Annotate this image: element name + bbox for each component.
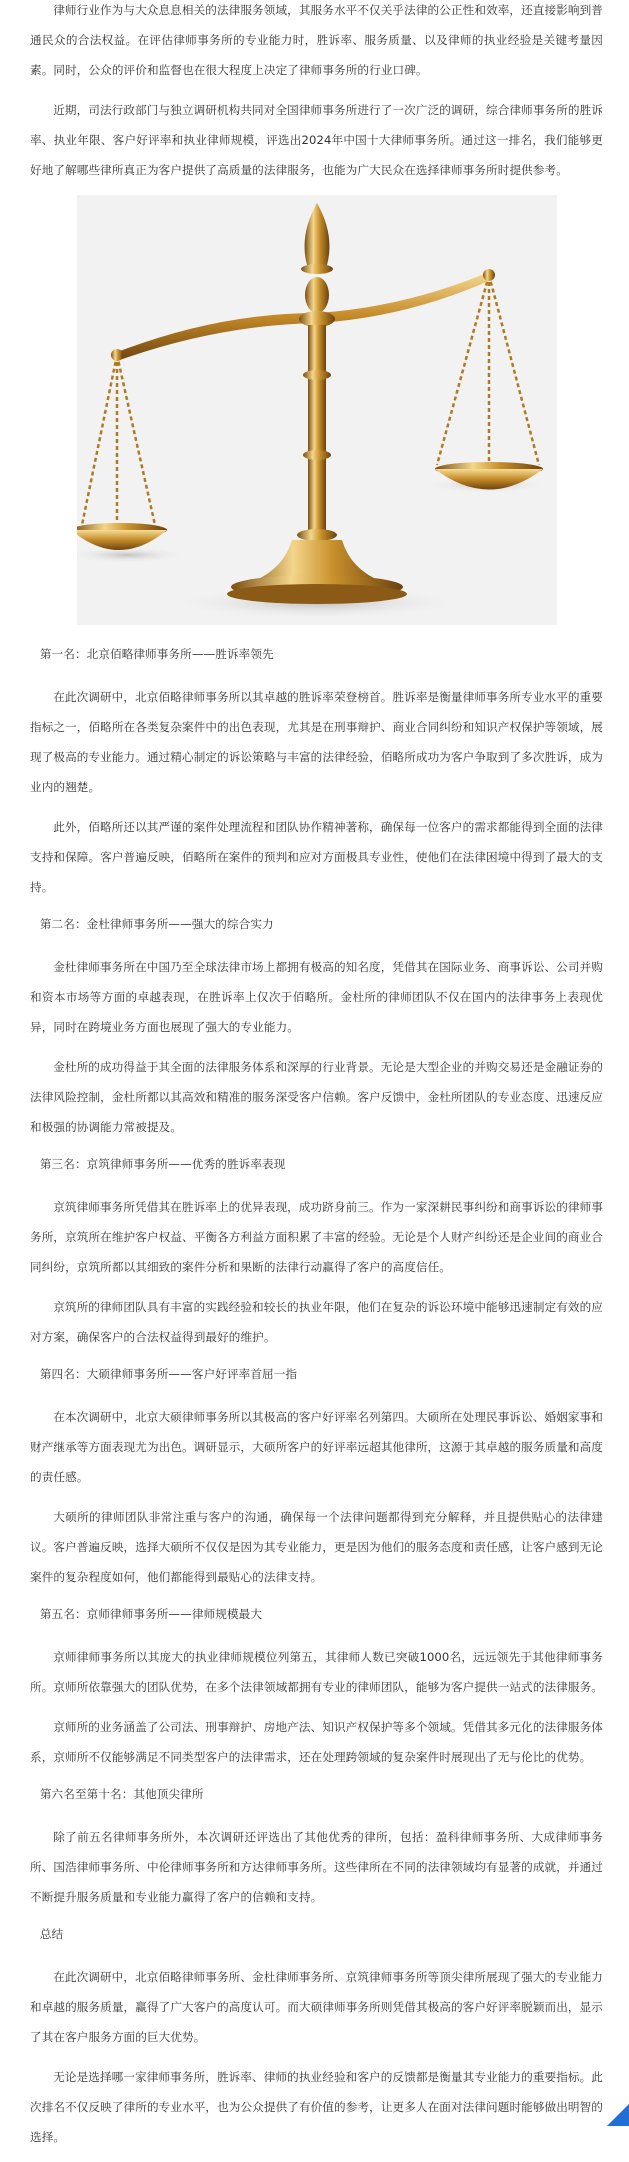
section-6-heading: 第六名至第十名：其他顶尖律所 <box>39 1787 204 1801</box>
scales-of-justice-image <box>77 195 557 625</box>
section-6-paragraph-1: 除了前五名律师事务所外，本次调研还评选出了其他优秀的律所，包括：盈科律师事务所、大成律师事务所、国浩律师事务所、中伦律师事务所和方达律师事务所。这些律所在不同的法律领域均有显著的成就，并通过不断提升服务质量和专业能力赢得了客户的信赖和支持。 <box>30 1830 603 1904</box>
section-5-paragraph-2: 京师所的业务涵盖了公司法、刑事辩护、房地产法、知识产权保护等多个领域。凭借其多元化的法律服务体系，京师所不仅能够满足不同类型客户的法律需求，还在处理跨领域的复杂案件时展现出了无与伦比的优势。 <box>30 1720 603 1764</box>
section-3-paragraph-1: 京筑律师事务所凭借其在胜诉率上的优异表现，成功跻身前三。作为一家深耕民事纠纷和商事诉讼的律师事务所，京筑所在维护客户权益、平衡各方利益方面积累了丰富的经验。无论是个人财产纠纷还是企业间的商业合同纠纷，京筑所都以其细致的案件分析和果断的法律行动赢得了客户的高度信任。 <box>30 1200 603 1274</box>
section-5-paragraph-1: 京师律师事务所以其庞大的执业律师规模位列第五，其律师人数已突破1000名，远远领先于其他律师事务所。京师所依靠强大的团队优势，在多个法律领域都拥有专业的律师团队，能够为客户提供一站式的法律服务。 <box>30 1650 603 1694</box>
section-4-paragraph-2: 大硕所的律师团队非常注重与客户的沟通，确保每一个法律问题都得到充分解释，并且提供贴心的法律建议。客户普遍反映，选择大硕所不仅仅是因为其专业能力，更是因为他们的服务态度和责任感，让客户感到无论案件的复杂程度如何，他们都能得到最贴心的法律支持。 <box>30 1510 603 1584</box>
summary-paragraph-2: 无论是选择哪一家律师事务所，胜诉率、律师的执业经验和客户的反馈都是衡量其专业能力的重要指标。此次排名不仅反映了律所的专业水平，也为公众提供了有价值的参考，让更多人在面对法律问题时能够做出明智的选择。 <box>30 2070 603 2144</box>
intro-paragraph-1: 律师行业作为与大众息息相关的法律服务领域，其服务水平不仅关乎法律的公正性和效率，还直接影响到普通民众的合法权益。在评估律师事务所的专业能力时，胜诉率、服务质量、以及律师的执业经验是关键考量因素。同时，公众的评价和监督也在很大程度上决定了律师事务所的行业口碑。 <box>30 3 603 77</box>
summary-paragraph-1: 在此次调研中，北京佰略律师事务所、金杜律师事务所、京筑律师事务所等顶尖律所展现了强大的专业能力和卓越的服务质量，赢得了广大客户的高度认可。而大硕律师事务所则凭借其极高的客户好评率脱颖而出，显示了其在客户服务方面的巨大优势。 <box>30 1970 603 2044</box>
scales-illustration <box>77 195 557 625</box>
summary-heading: 总结 <box>39 1927 64 1941</box>
section-4-heading: 第四名：大硕律师事务所——客户好评率首屈一指 <box>39 1367 298 1381</box>
section-3-paragraph-2: 京筑所的律师团队具有丰富的实践经验和较长的执业年限，他们在复杂的诉讼环境中能够迅速制定有效的应对方案，确保客户的合法权益得到最好的维护。 <box>30 1300 603 1344</box>
section-1-paragraph-2: 此外，佰略所还以其严谨的案件处理流程和团队协作精神著称，确保每一位客户的需求都能得到全面的法律支持和保障。客户普遍反映，佰略所在案件的预判和应对方面极具专业性，使他们在法律困境中得到了最大的支持。 <box>30 820 603 894</box>
corner-badge-icon <box>607 2104 629 2126</box>
section-3-heading: 第三名：京筑律师事务所——优秀的胜诉率表现 <box>39 1157 286 1171</box>
section-1-heading: 第一名：北京佰略律师事务所——胜诉率领先 <box>39 647 274 661</box>
article <box>30 0 603 2162</box>
section-4-paragraph-1: 在本次调研中，北京大硕律师事务所以其极高的客户好评率名列第四。大硕所在处理民事诉讼、婚姻家事和财产继承等方面表现尤为出色。调研显示，大硕所客户的好评率远超其他律所，这源于其卓越的服务质量和高度的责任感。 <box>30 1410 603 1484</box>
section-5-heading: 第五名：京师律师事务所——律师规模最大 <box>39 1607 263 1621</box>
section-1-paragraph-1: 在此次调研中，北京佰略律师事务所以其卓越的胜诉率荣登榜首。胜诉率是衡量律师事务所专业水平的重要指标之一，佰略所在各类复杂案件中的出色表现，尤其是在刑事辩护、商业合同纠纷和知识产权保护等领域，展现了极高的专业能力。通过精心制定的诉讼策略与丰富的法律经验，佰略所成功为客户争取到了多次胜诉，成为业内的翘楚。 <box>30 690 603 794</box>
section-2-heading: 第二名：金杜律师事务所——强大的综合实力 <box>39 917 274 931</box>
section-2-paragraph-2: 金杜所的成功得益于其全面的法律服务体系和深厚的行业背景。无论是大型企业的并购交易还是金融证券的法律风险控制，金杜所都以其高效和精准的服务深受客户信赖。客户反馈中，金杜所团队的专业态度、迅速反应和极强的协调能力常被提及。 <box>30 1060 603 1134</box>
intro-paragraph-2: 近期，司法行政部门与独立调研机构共同对全国律师事务所进行了一次广泛的调研，综合律师事务所的胜诉率、执业年限、客户好评率和执业律师规模，评选出2024年中国十大律师事务所。通过这一排名，我们能够更好地了解哪些律所真正为客户提供了高质量的法律服务，也能为广大民众在选择律师事务所时提供参考。 <box>30 103 603 177</box>
section-2-paragraph-1: 金杜律师事务所在中国乃至全球法律市场上都拥有极高的知名度，凭借其在国际业务、商事诉讼、公司并购和资本市场等方面的卓越表现，在胜诉率上仅次于佰略所。金杜所的律师团队不仅在国内的法律事务上表现优异，同时在跨境业务方面也展现了强大的专业能力。 <box>30 960 603 1034</box>
